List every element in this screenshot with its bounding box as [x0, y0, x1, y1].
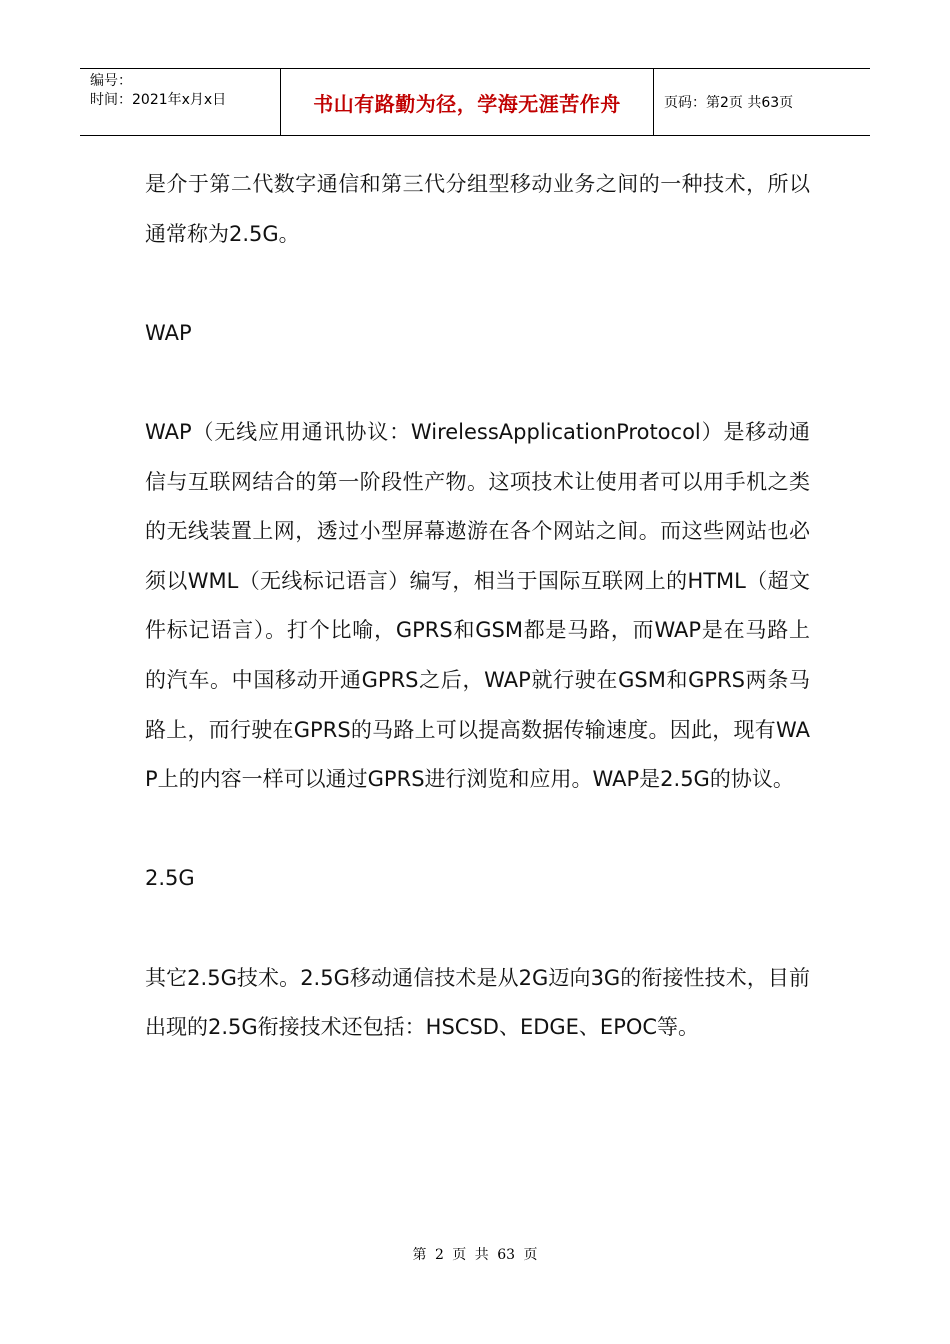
paragraph-25g: 其它2.5G技术。2.5G移动通信技术是从2G迈向3G的衔接性技术，目前出现的2.5G衔接技术还包括：HSCSD、EDGE、EPOC等。 [145, 965, 810, 1040]
page-footer: 第 2 页 共 63 页 [412, 1247, 538, 1263]
header-time-label: 时间：2021年x月x日 [90, 92, 227, 108]
header-number-label: 编号： [90, 73, 132, 89]
header-page-info: 页码：第2页 共63页 [664, 95, 794, 111]
header-meta-cell [80, 69, 281, 135]
header-motto: 书山有路勤为径，学海无涯苦作舟 [281, 69, 654, 135]
spacer [145, 358, 810, 408]
section-heading-25g: 2.5G [145, 866, 195, 891]
spacer [145, 805, 810, 855]
paragraph-intro: 是介于第二代数字通信和第三代分组型移动业务之间的一种技术，所以通常称为2.5G。 [145, 172, 810, 246]
spacer [145, 904, 810, 954]
paragraph-wap: WAP（无线应用通讯协议：WirelessApplicationProtocol）是移动通信与互联网结合的第一阶段性产物。这项技术让使用者可以用手机之类的无线装置上网，透过小型屏幕遨游在各个网站之间。而这些网站也必须以WML（无线标记语言）编写，相当于国际互联网上的HTML（超文件标记语言）。打个比喻，GPRS和GSM都是马路，而WAP是在马路上的汽车。中国移动开通GPRS之后，WAP就行驶在GSM和GPRS两条马路上，而行驶在GPRS的马路上可以提高数据传输速度。因此，现有WAP上的内容一样可以通过GPRS进行浏览和应用。WAP是2.5G的协议。 [145, 419, 810, 792]
document-body [145, 160, 810, 1053]
document-header [80, 68, 870, 136]
section-heading-wap: WAP [145, 320, 192, 345]
spacer [145, 259, 810, 309]
